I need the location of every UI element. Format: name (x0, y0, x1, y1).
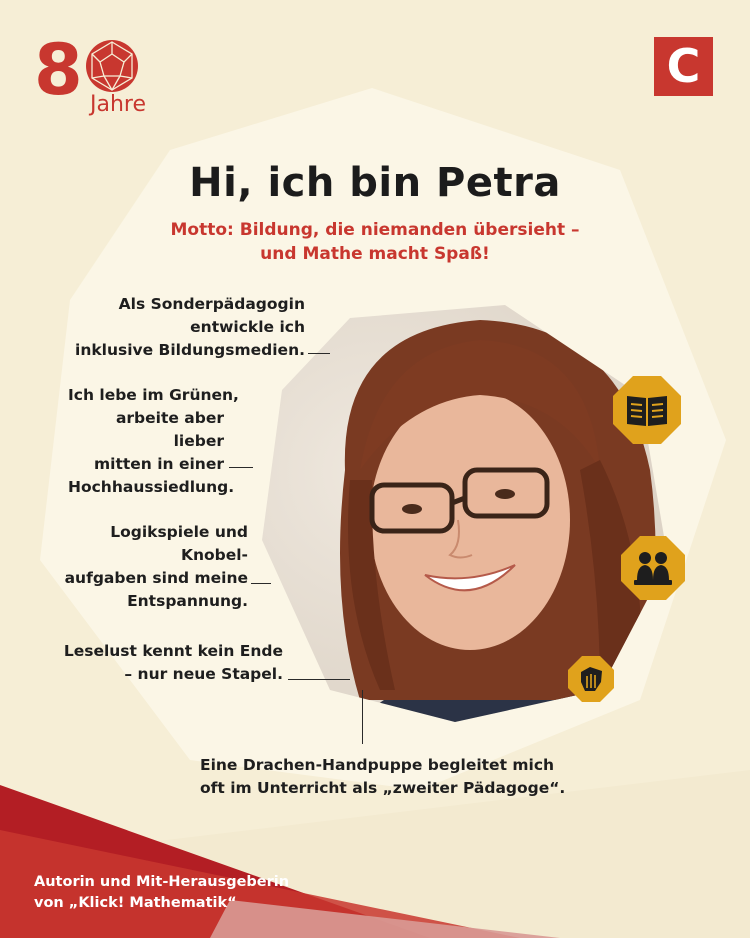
fact-3-line-1: Logikspiele und Knobel- (110, 523, 248, 564)
connector-line-2 (229, 467, 253, 468)
fact-2-line-4: Hochhaussiedlung. (68, 478, 235, 496)
page-title: Hi, ich bin Petra (189, 160, 561, 206)
motto-line-1: Motto: Bildung, die niemanden übersieht – (170, 220, 580, 240)
connector-line-3 (251, 583, 271, 584)
brand-letter: C (666, 39, 701, 93)
fact-5-line-2: oft im Unterricht als „zweiter Pädagoge“. (200, 779, 566, 797)
book-icon (613, 376, 681, 444)
fact-4 (60, 640, 283, 686)
fact-3-line-2: aufgaben sind meine (64, 569, 248, 587)
fact-4-line-1: Leselust kennt kein Ende (63, 642, 283, 660)
anniversary-label: Jahre (90, 92, 147, 117)
footer-caption (34, 872, 354, 914)
fact-3 (40, 521, 248, 613)
game-pieces-icon (621, 536, 685, 600)
motto-line-2: und Mathe macht Spaß! (260, 244, 490, 264)
portrait-photo (250, 300, 680, 730)
footer-line-2: von „Klick! Mathematik“ (34, 895, 237, 911)
fact-1 (60, 293, 305, 362)
fact-2-line-1: Ich lebe im Grünen, (68, 386, 239, 404)
connector-line-4 (288, 679, 350, 680)
fact-1-line-3: inklusive Bildungsmedien. (75, 341, 305, 359)
connector-line-5 (362, 690, 363, 744)
fact-2 (68, 384, 268, 499)
fact-5 (200, 754, 580, 800)
footer-line-1: Autorin und Mit-Herausgeberin (34, 874, 290, 890)
fact-2-line-3: mitten in einer (94, 455, 224, 473)
fact-2-line-2: arbeite aber lieber (115, 409, 224, 450)
connector-line-1 (308, 353, 330, 354)
fact-1-line-2: entwickle ich (190, 318, 305, 336)
fact-4-line-2: – nur neue Stapel. (124, 665, 283, 683)
hand-puppet-icon (568, 656, 614, 702)
fact-1-line-1: Als Sonderpädagogin (118, 295, 305, 313)
fact-3-line-3: Entspannung. (127, 592, 248, 610)
anniversary-number: 8 (34, 29, 83, 111)
fact-5-line-1: Eine Drachen-Handpuppe begleitet mich (200, 756, 555, 774)
